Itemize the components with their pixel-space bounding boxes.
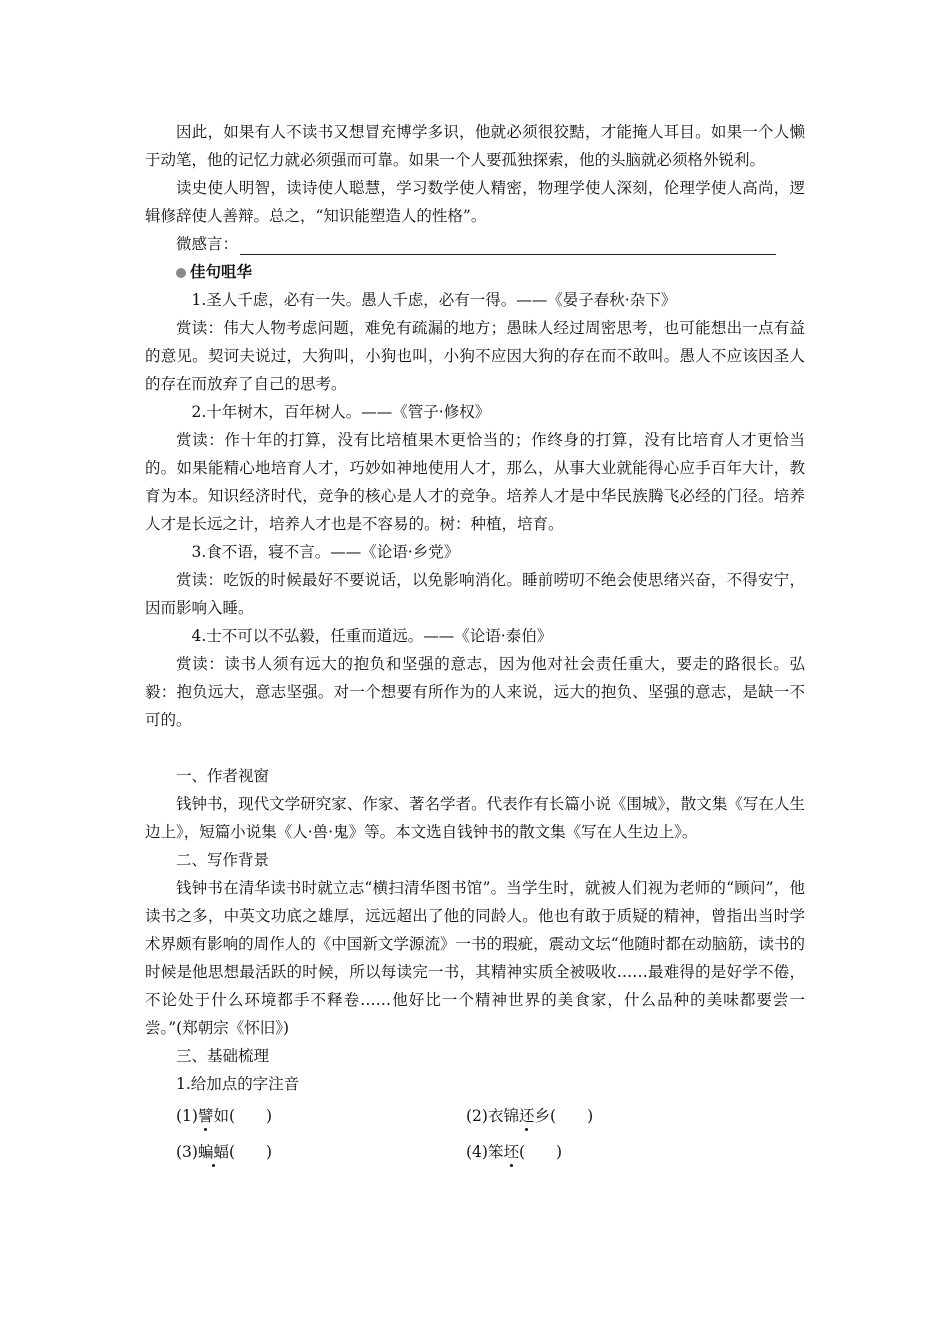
bullet-dot-icon [176,268,186,278]
pinyin-row-1 [145,1098,805,1134]
item-number: (2) [466,1107,488,1125]
quote-3-comment: 赏读：吃饭的时候最好不要说话，以免影响消化。睡前唠叨不绝会使思绪兴奋，不得安宁，因而影响入睡。 [145,571,805,617]
quote-1: 1.圣人千虑，必有一失。愚人千虑，必有一得。——《晏子春秋·杂下》 [191,291,677,309]
item-prefix: 笨 [487,1143,504,1161]
background-heading: 二、写作背景 [176,851,270,869]
page-content [145,118,805,1170]
item-suffix: 乡 [534,1107,551,1125]
quote-2: 2.十年树木，百年树人。——《管子·修权》 [191,403,491,421]
pinyin-item-3 [176,1134,466,1170]
quote-2-comment: 赏读：作十年的打算，没有比培植果木更恰当的；作终身的打算，没有比培育人才更恰当的。如果能精心地培育人才，巧妙如神地使用人才，那么，从事大业就能得心应手百年大计，教育为本。知识经济时代，竞争的核心是人才的竞争。培养人才是中华民族腾飞必经的门径。培养人才是长远之计，培养人才也是不容易的。树：种植，培育。 [145,431,805,533]
item-suffix: 如 [213,1107,229,1125]
pinyin-row-2 [145,1134,805,1170]
quote-4: 4.士不可以不弘毅，任重而道远。——《论语·泰伯》 [191,627,553,645]
reflection-blank[interactable] [240,236,776,255]
reflection-line [145,230,805,258]
item-number: (3) [176,1143,198,1161]
reflection-label: 微感言： [176,235,239,253]
pinyin-item-2 [466,1098,756,1134]
quotes-heading [145,258,805,286]
answer-blank[interactable]: ( ) [228,1143,273,1161]
basics-heading: 三、基础梳理 [176,1047,270,1065]
item-prefix: 衣锦 [487,1107,519,1125]
intro-paragraph-1: 因此，如果有人不读书又想冒充博学多识，他就必须很狡黠，才能掩人耳目。如果一个人懒于动笔，他的记忆力就必须强而可靠。如果一个人要孤独探索，他的头脑就必须格外锐利。 [145,123,805,169]
quotes-heading-text: 佳句咀华 [190,263,253,281]
pinyin-item-1 [176,1098,466,1134]
basics-task: 1.给加点的字注音 [176,1075,300,1093]
intro-paragraph-2: 读史使人明智，读诗使人聪慧，学习数学使人精密，物理学使人深刻，伦理学使人高尚，逻辑修辞使人善辩。总之，“知识能塑造人的性格”。 [145,179,805,225]
background-text: 钱钟书在清华读书时就立志“横扫清华图书馆”。当学生时，就被人们视为老师的“顾问”，他读书之多，中英文功底之雄厚，远远超出了他的同龄人。他也有敢于质疑的精神，曾指出当时学术界颇有影响的周作人的《中国新文学源流》一书的瑕疵，震动文坛“他随时都在动脑筋，读书的时候是他思想最活跃的时候，所以每读完一书，其精神实质全被吸收……最难得的是好学不倦，不论处于什么环境都手不释卷……他好比一个精神世界的美食家，什么品种的美味都要尝一尝。”(郑朝宗《怀旧》) [145,879,805,1037]
item-number: (4) [466,1143,488,1161]
dotted-char: 蝙蝠 [197,1143,229,1161]
quote-3: 3.食不语，寝不言。——《论语·乡党》 [191,543,460,561]
pinyin-item-4 [466,1134,756,1170]
section-spacer [145,734,805,762]
item-number: (1) [176,1107,198,1125]
dotted-char: 譬 [197,1107,214,1125]
answer-blank[interactable]: ( ) [519,1143,563,1161]
dotted-char: 还 [518,1107,535,1125]
dotted-char: 坯 [503,1143,519,1161]
author-text: 钱钟书，现代文学研究家、作家、著名学者。代表作有长篇小说《围城》，散文集《写在人生边上》，短篇小说集《人·兽·鬼》等。本文选自钱钟书的散文集《写在人生边上》。 [145,795,805,841]
quote-4-comment: 赏读：读书人须有远大的抱负和坚强的意志，因为他对社会责任重大，要走的路很长。弘毅：抱负远大，意志坚强。对一个想要有所作为的人来说，远大的抱负、坚强的意志，是缺一不可的。 [145,655,805,729]
answer-blank[interactable]: ( ) [229,1107,273,1125]
answer-blank[interactable]: ( ) [550,1107,594,1125]
author-heading: 一、作者视窗 [176,767,270,785]
quote-1-comment: 赏读：伟大人物考虑问题，难免有疏漏的地方；愚昧人经过周密思考，也可能想出一点有益的意见。契诃夫说过，大狗叫，小狗也叫，小狗不应因大狗的存在而不敢叫。愚人不应该因圣人的存在而放弃了自己的思考。 [145,319,805,393]
